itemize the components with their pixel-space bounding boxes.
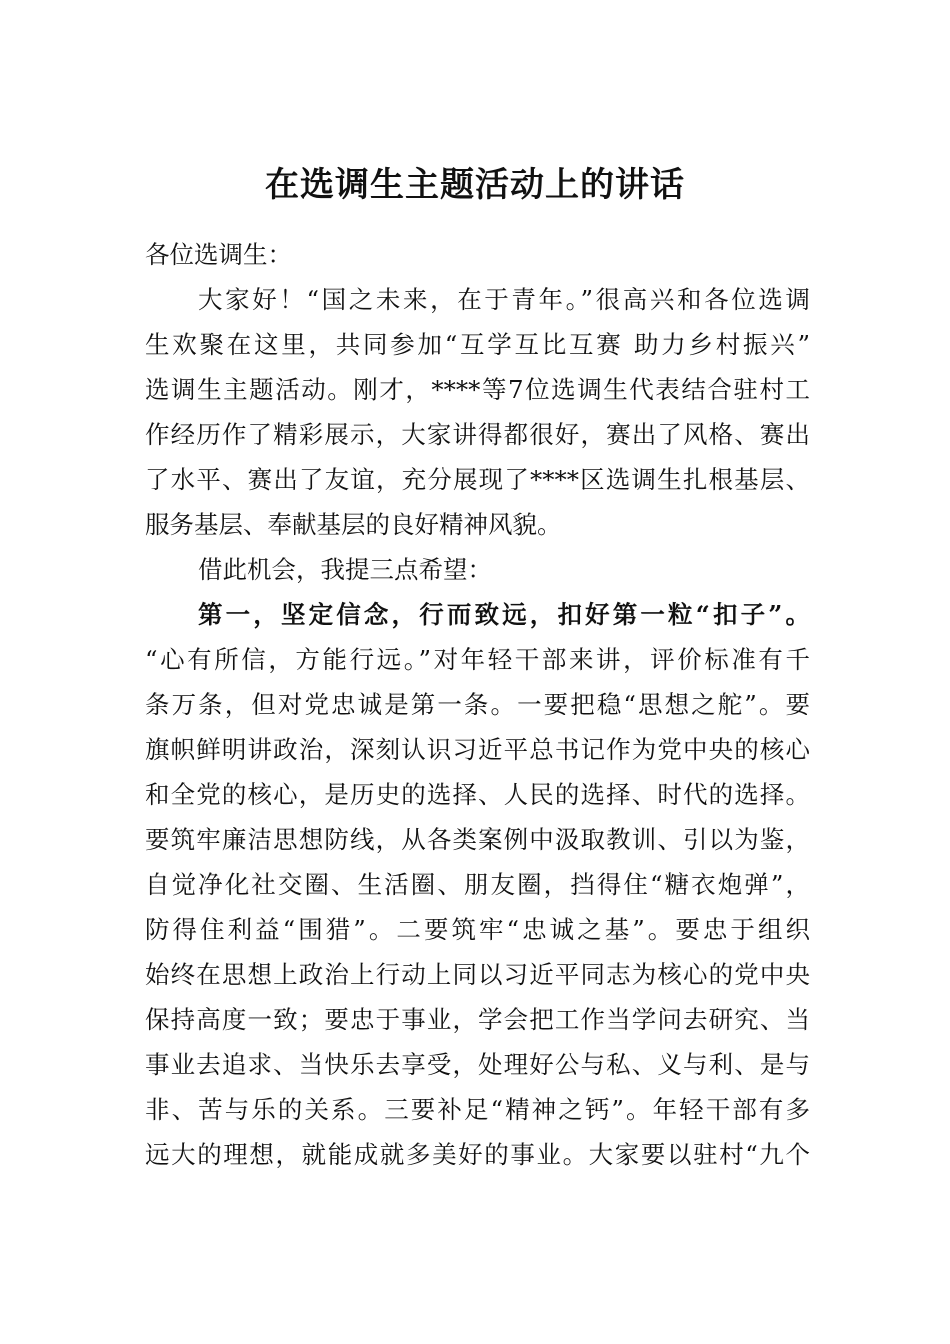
document-body — [145, 232, 810, 1177]
text-line: 旗帜鲜明讲政治，深刻认识习近平总书记作为党中央的核心 — [145, 735, 810, 764]
text-line: 非、苦与乐的关系。三要补足“精神之钙”。年轻干部有多 — [145, 1095, 810, 1124]
text-line: 作经历作了精彩展示，大家讲得都很好，赛出了风格、赛出 — [145, 420, 810, 449]
text-line: 保持高度一致；要忠于事业，学会把工作当学问去研究、当 — [145, 1005, 810, 1034]
text-line: 和全党的核心，是历史的选择、人民的选择、时代的选择。 — [145, 780, 810, 809]
text-line: 大家好！“国之未来，在于青年。”很高兴和各位选调 — [198, 285, 810, 314]
text-line: 借此机会，我提三点希望： — [198, 555, 492, 584]
text-line: 事业去追求、当快乐去享受，处理好公与私、义与利、是与 — [145, 1050, 810, 1079]
text-line: 防得住利益“围猎”。二要筑牢“忠诚之基”。要忠于组织 — [145, 915, 810, 944]
text-line: 始终在思想上政治上行动上同以习近平同志为核心的党中央 — [145, 960, 810, 989]
text-line: 要筑牢廉洁思想防线，从各类案例中汲取教训、引以为鉴， — [145, 825, 810, 854]
text-line: 自觉净化社交圈、生活圈、朋友圈，挡得住“糖衣炮弹”， — [145, 870, 810, 899]
text-line: 选调生主题活动。刚才，****等7位选调生代表结合驻村工 — [145, 375, 810, 404]
text-line: 远大的理想，就能成就多美好的事业。大家要以驻村“九个 — [145, 1140, 810, 1169]
text-line: 各位选调生： — [145, 240, 292, 269]
text-line: 第一，坚定信念，行而致远，扣好第一粒“扣子”。 — [198, 600, 810, 629]
text-line: 条万条，但对党忠诚是第一条。一要把稳“思想之舵”。要 — [145, 690, 810, 719]
text-line: 生欢聚在这里，共同参加“互学互比互赛 助力乡村振兴” — [145, 330, 810, 359]
document-title: 在选调生主题活动上的讲话 — [265, 165, 685, 205]
text-line: “心有所信，方能行远。”对年轻干部来讲，评价标准有千 — [145, 645, 810, 674]
text-line: 服务基层、奉献基层的良好精神风貌。 — [145, 510, 562, 539]
text-line: 了水平、赛出了友谊，充分展现了****区选调生扎根基层、 — [145, 465, 810, 494]
